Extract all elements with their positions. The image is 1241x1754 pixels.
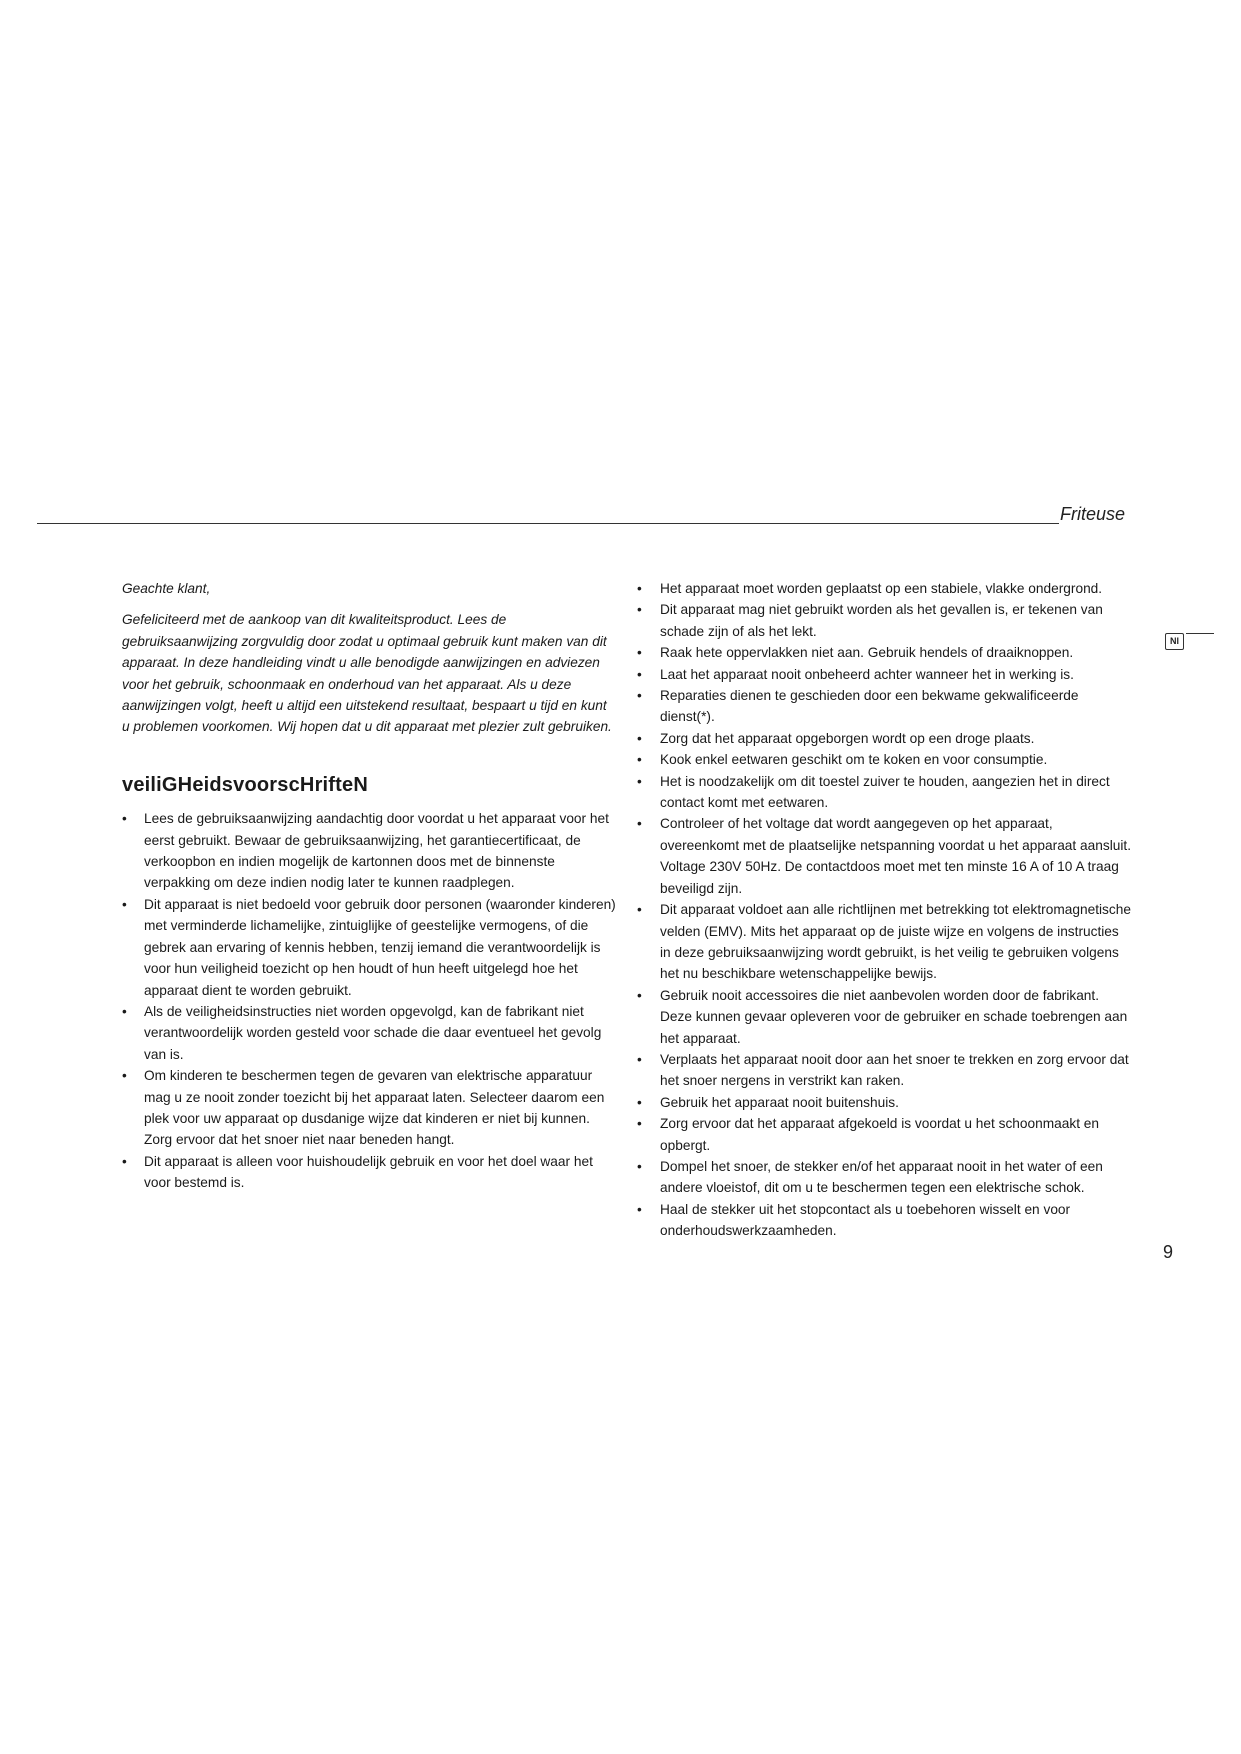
list-item-text: Dit apparaat mag niet gebruikt worden als het gevallen is, er tekenen van schade zijn of als het lekt. <box>660 602 1103 639</box>
list-item <box>637 899 1132 985</box>
bullet-icon: • <box>122 1003 127 1019</box>
left-column <box>122 578 617 1194</box>
bullet-icon: • <box>122 1068 127 1084</box>
list-item <box>637 1156 1132 1199</box>
list-item <box>637 728 1132 749</box>
language-tab: Nl <box>1165 633 1184 650</box>
list-item-text: Dit apparaat voldoet aan alle richtlijnen met betrekking tot elektromagnetische velden (EMV). Mits het apparaat op de juiste wijze en volgens de instructies in deze gebruiksaanwijzing wordt gebruikt, is het veilig te gebruiken volgens het nu beschikbare wetenschappelijke bewijs. <box>660 902 1131 982</box>
bullet-icon: • <box>122 896 127 912</box>
right-column <box>637 578 1132 1242</box>
safety-list-left <box>122 808 617 1193</box>
bullet-icon: • <box>637 902 642 918</box>
header-rule <box>37 523 1059 524</box>
list-item-text: Om kinderen te beschermen tegen de gevaren van elektrische apparatuur mag u ze nooit zonder toezicht bij het apparaat laten. Selecteer daarom een plek voor uw apparaat op dusdanige wijze dat kinderen er niet bij kunnen. Zorg ervoor dat het snoer niet naar beneden hangt. <box>144 1068 605 1148</box>
list-item-text: Kook enkel eetwaren geschikt om te koken en voor consumptie. <box>660 752 1048 768</box>
list-item <box>637 985 1132 1049</box>
bullet-icon: • <box>637 987 642 1003</box>
list-item-text: Haal de stekker uit het stopcontact als u toebehoren wisselt en voor onderhoudswerkzaamheden. <box>660 1201 1071 1239</box>
bullet-icon: • <box>637 581 642 596</box>
bullet-icon: • <box>122 1153 127 1169</box>
list-item-text: Controleer of het voltage dat wordt aangegeven op het apparaat, overeenkomt met de plaatselijke netspanning voordat u het apparaat aansluit. Voltage 230V 50Hz. De contactdoos moet met ten minste 16 A of 10 A traag beveiligd zijn. <box>660 816 1132 896</box>
bullet-icon: • <box>637 816 642 832</box>
list-item <box>637 813 1132 899</box>
list-item-text: Als de veiligheidsinstructies niet worden opgevolgd, kan de fabrikant niet verantwoordelijk worden gesteld voor schade die daar eventueel het gevolg van is. <box>144 1003 602 1062</box>
bullet-icon: • <box>637 1201 642 1217</box>
list-item-text: Gebruik het apparaat nooit buitenshuis. <box>660 1094 899 1110</box>
list-item <box>637 578 1132 599</box>
list-item-text: Lees de gebruiksaanwijzing aandachtig door voordat u het apparaat voor het eerst gebruikt. Bewaar de gebruiksaanwijzing, het garantiecertificaat, de verkoopbon en indien mogelijk de kartonnen doos met de binnenste verpakking om deze indien nodig later te kunnen raadplegen. <box>144 811 609 891</box>
bullet-icon: • <box>637 1051 642 1067</box>
bullet-icon: • <box>637 602 642 618</box>
greeting: Geachte klant, <box>122 581 211 596</box>
section-title: veiliGHeidsvoorscHrifteN <box>122 773 368 796</box>
list-item <box>122 894 617 1001</box>
list-item <box>637 1049 1132 1092</box>
bullet-icon: • <box>637 1158 642 1174</box>
bullet-icon: • <box>637 688 642 704</box>
list-item-text: Zorg dat het apparaat opgeborgen wordt op een droge plaats. <box>660 730 1035 746</box>
list-item-text: Dompel het snoer, de stekker en/of het apparaat nooit in het water of een andere vloeistof, dit om u te beschermen tegen een elektrische schok. <box>660 1158 1103 1196</box>
list-item-text: Het apparaat moet worden geplaatst op een stabiele, vlakke ondergrond. <box>660 581 1103 596</box>
safety-list-right <box>637 578 1132 1242</box>
bullet-icon: • <box>637 730 642 746</box>
bullet-icon: • <box>122 811 127 827</box>
bullet-icon: • <box>637 666 642 682</box>
list-item <box>637 1113 1132 1156</box>
bullet-icon: • <box>637 773 642 789</box>
bullet-icon: • <box>637 752 642 768</box>
list-item-text: Zorg ervoor dat het apparaat afgekoeld is voordat u het schoonmaakt en opbergt. <box>660 1116 1100 1153</box>
list-item <box>637 1092 1132 1113</box>
list-item-text: Laat het apparaat nooit onbeheerd achter wanneer het in werking is. <box>660 666 1074 682</box>
page-number: 9 <box>1163 1242 1174 1262</box>
list-item <box>637 749 1132 770</box>
list-item-text: Gebruik nooit accessoires die niet aanbevolen worden door de fabrikant. Deze kunnen gevaar opleveren voor de gebruiker en schade toebrengen aan het apparaat. <box>660 987 1128 1046</box>
language-tab-rule <box>1186 633 1214 634</box>
intro-paragraph: Gefeliciteerd met de aankoop van dit kwaliteitsproduct. Lees de gebruiksaanwijzing zorgvuldig door zodat u optimaal gebruik kunt maken van dit apparaat. In deze handleiding vindt u alle benodigde aanwijzingen en adviezen voor het gebruik, schoonmaak en onderhoud van het apparaat. Als u deze aanwijzingen volgt, heeft u altijd een uitstekend resultaat, bespaart u tijd en kunt u problemen voorkomen. Wij hopen dat u dit apparaat met plezier zult gebruiken. <box>122 612 612 735</box>
list-item-text: Dit apparaat is alleen voor huishoudelijk gebruik en voor het doel waar het voor bestemd is. <box>144 1153 593 1191</box>
list-item <box>122 1065 617 1151</box>
list-item-text: Dit apparaat is niet bedoeld voor gebruik door personen (waaronder kinderen) met verminderde lichamelijke, zintuiglijke of geestelijke vermogens, of die gebrek aan ervaring of kennis hebben, tenzij iemand die verantwoordelijk is voor hun veiligheid toezicht op hen houdt of hun heeft uitgelegd hoe het apparaat dient te worden gebruikt. <box>144 896 616 998</box>
page-header-title: Friteuse <box>1060 504 1126 524</box>
list-item <box>637 642 1132 663</box>
list-item-text: Verplaats het apparaat nooit door aan het snoer te trekken en zorg ervoor dat het snoer nergens in verstrikt kan raken. <box>660 1051 1129 1089</box>
list-item <box>637 685 1132 728</box>
bullet-icon: • <box>637 1094 642 1110</box>
list-item <box>637 664 1132 685</box>
list-item <box>637 1199 1132 1242</box>
bullet-icon: • <box>637 1116 642 1132</box>
list-item <box>122 1151 617 1194</box>
list-item-text: Raak hete oppervlakken niet aan. Gebruik hendels of draaiknoppen. <box>660 645 1074 661</box>
list-item <box>122 808 617 894</box>
list-item <box>637 771 1132 814</box>
list-item <box>637 599 1132 642</box>
list-item <box>122 1001 617 1065</box>
list-item-text: Reparaties dienen te geschieden door een bekwame gekwalificeerde dienst(*). <box>660 688 1079 725</box>
bullet-icon: • <box>637 645 642 661</box>
list-item-text: Het is noodzakelijk om dit toestel zuiver te houden, aangezien het in direct contact komt met eetwaren. <box>660 773 1110 811</box>
